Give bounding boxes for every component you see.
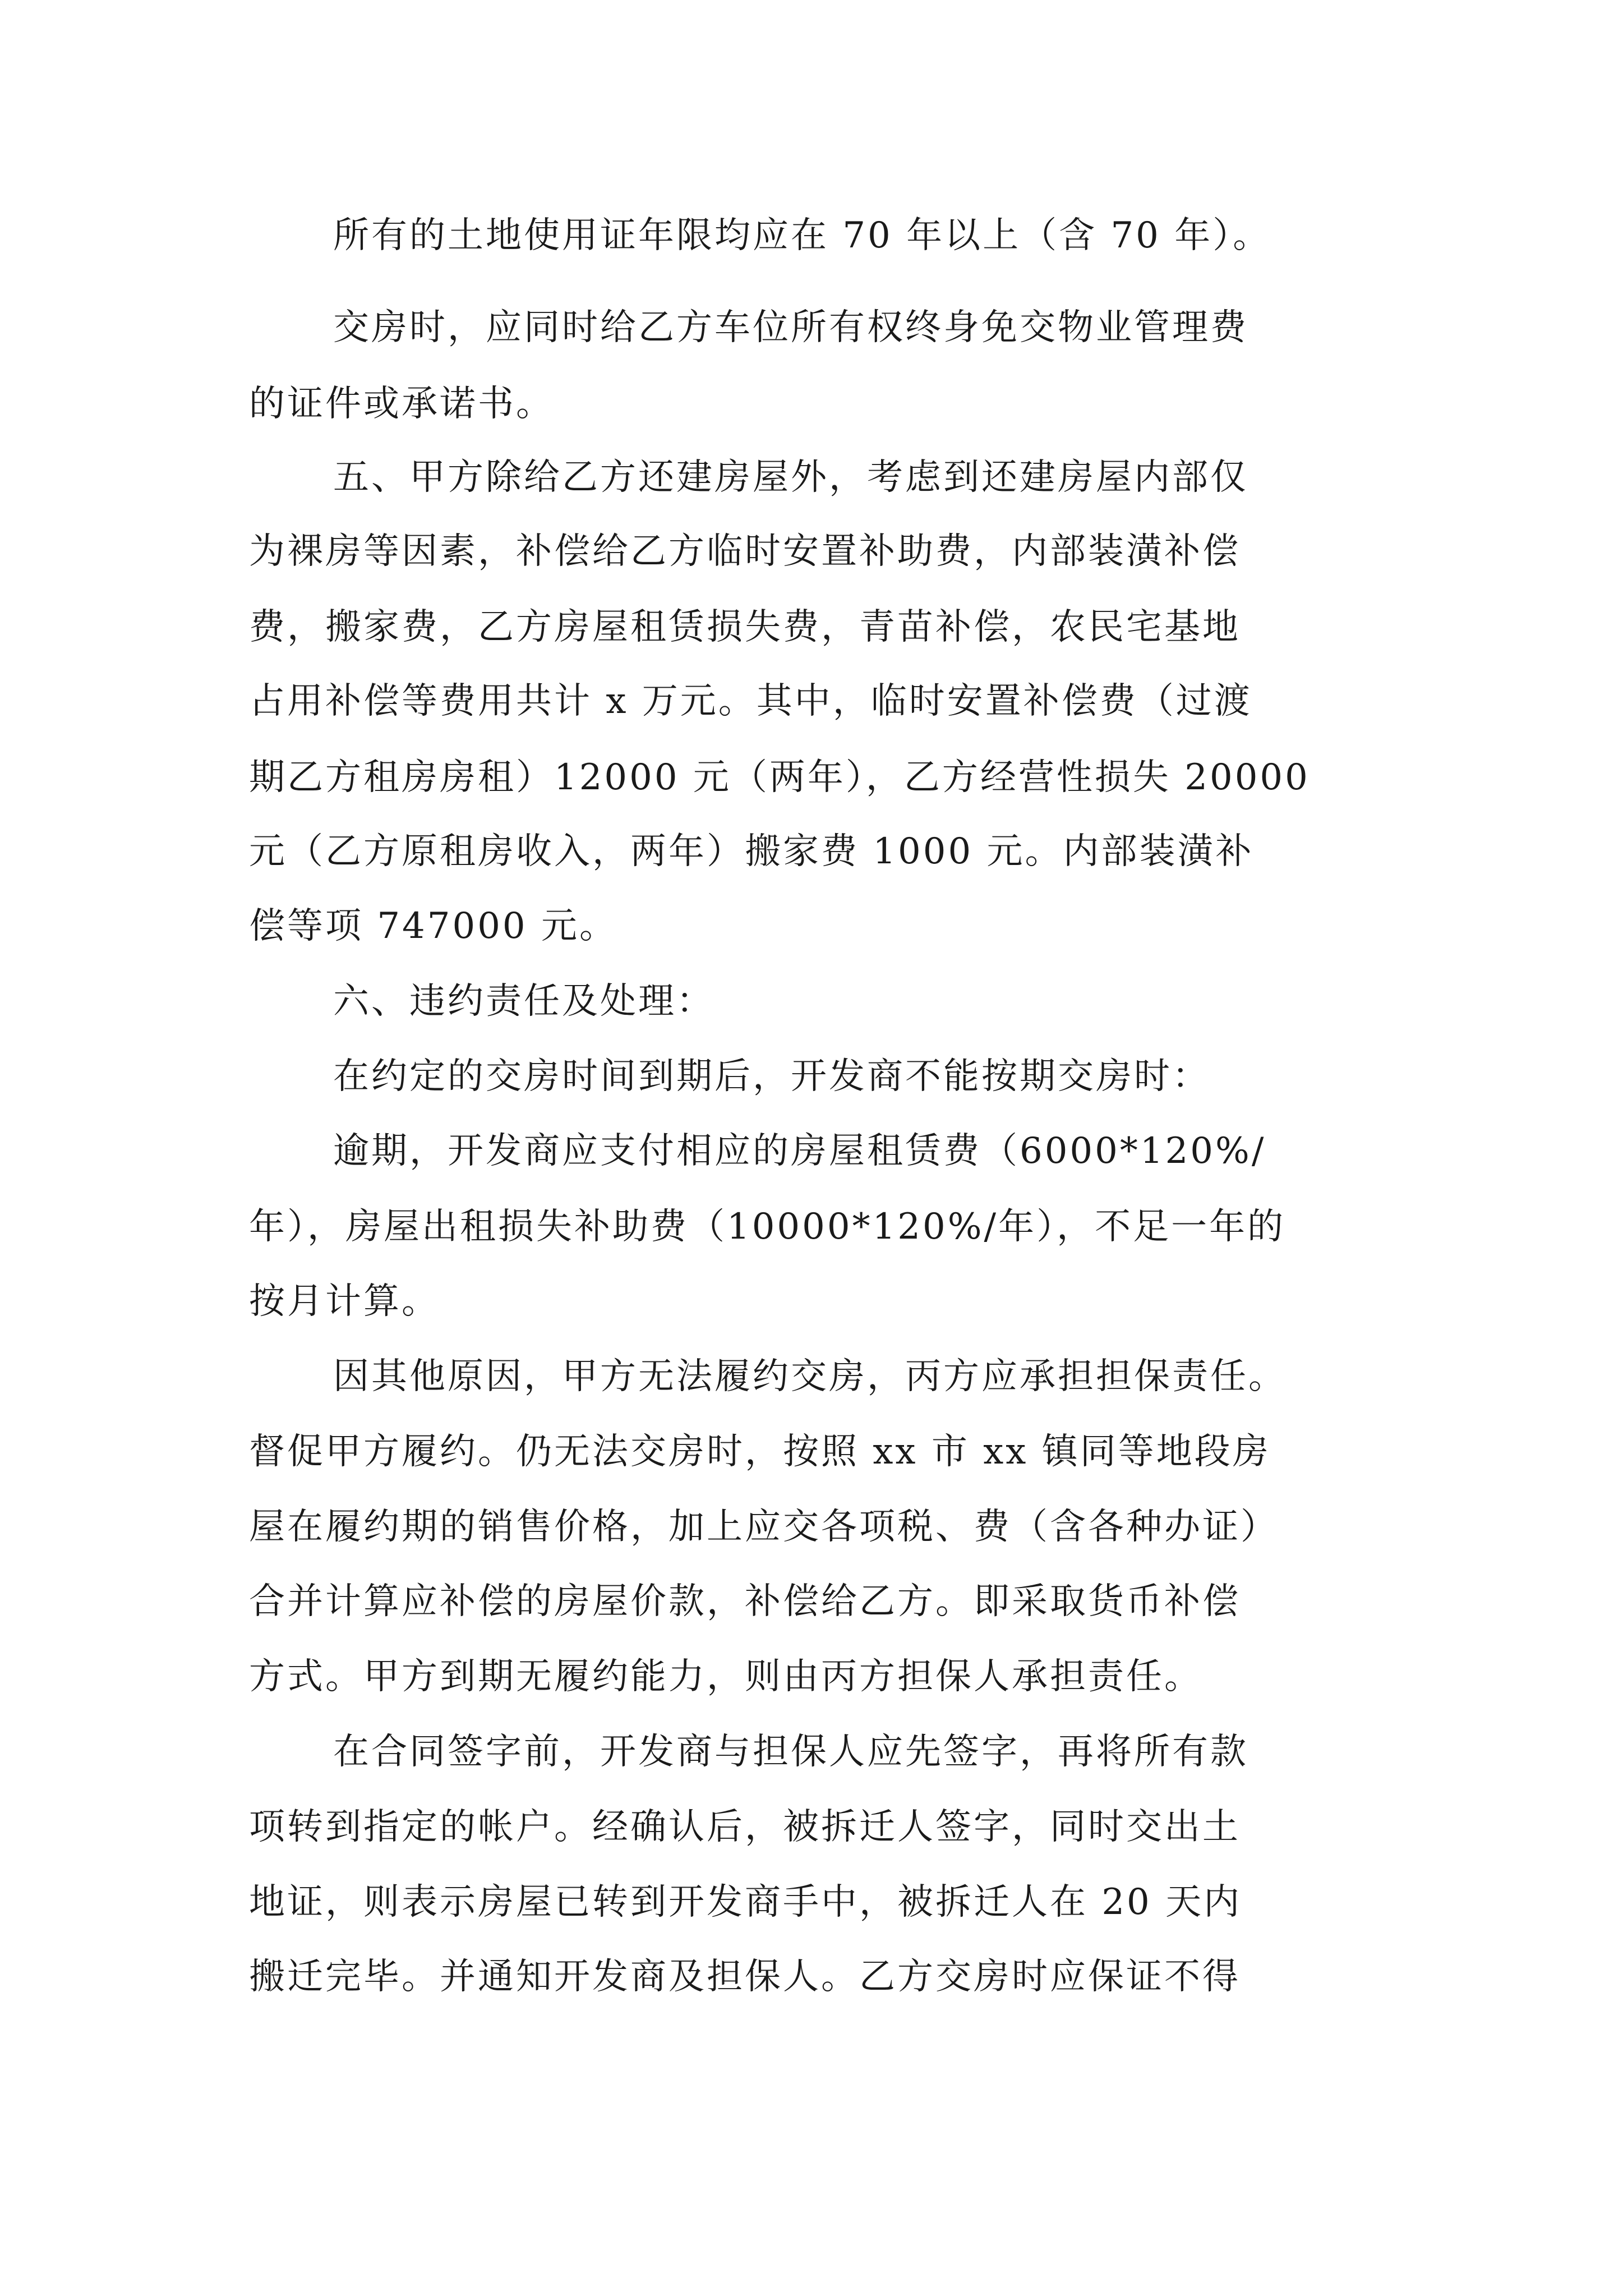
text-line: 偿等项 747000 元。 [249,905,617,947]
text-line: 元（乙方原租房收入，两年）搬家费 1000 元。内部装潢补 [249,831,1254,872]
text-line: 六、违约责任及处理： [333,981,714,1022]
text-line: 交房时，应同时给乙方车位所有权终身免交物业管理费 [333,307,1248,348]
text-line: 占用补偿等费用共计 x 万元。其中，临时安置补偿费（过渡 [249,680,1252,722]
text-line: 所有的土地使用证年限均应在 70 年以上（含 70 年）。 [333,215,1271,256]
text-line: 在约定的交房时间到期后，开发商不能按期交房时： [333,1056,1210,1097]
text-line: 年），房屋出租损失补助费（10000*120%/年），不足一年的 [249,1206,1286,1248]
text-line: 督促甲方履约。仍无法交房时，按照 xx 市 xx 镇同等地段房 [249,1431,1271,1473]
text-line: 搬迁完毕。并通知开发商及担保人。乙方交房时应保证不得 [249,1956,1241,1998]
text-line: 为裸房等因素，补偿给乙方临时安置补助费，内部装潢补偿 [249,531,1241,572]
text-line: 的证件或承诺书。 [249,383,554,425]
text-line: 地证，则表示房屋已转到开发商手中，被拆迁人在 20 天内 [249,1881,1242,1923]
text-line: 合并计算应补偿的房屋价款，补偿给乙方。即采取货币补偿 [249,1581,1241,1622]
text-line: 期乙方租房房租）12000 元（两年），乙方经营性损失 20000 [249,757,1310,798]
text-line: 项转到指定的帐户。经确认后，被拆迁人签字，同时交出土 [249,1806,1241,1848]
text-line: 逾期，开发商应支付相应的房屋租赁费（6000*120%/ [333,1130,1266,1172]
text-line: 按月计算。 [249,1281,440,1322]
text-line: 因其他原因，甲方无法履约交房，丙方应承担担保责任。 [333,1356,1287,1397]
text-line: 在合同签字前，开发商与担保人应先签字，再将所有款 [333,1731,1248,1773]
text-line: 费，搬家费，乙方房屋租赁损失费，青苗补偿，农民宅基地 [249,606,1241,648]
text-line: 方式。甲方到期无履约能力，则由丙方担保人承担责任。 [249,1656,1202,1697]
text-line: 五、甲方除给乙方还建房屋外，考虑到还建房屋内部仅 [333,457,1248,498]
text-line: 屋在履约期的销售价格，加上应交各项税、费（含各种办证） [249,1506,1279,1548]
